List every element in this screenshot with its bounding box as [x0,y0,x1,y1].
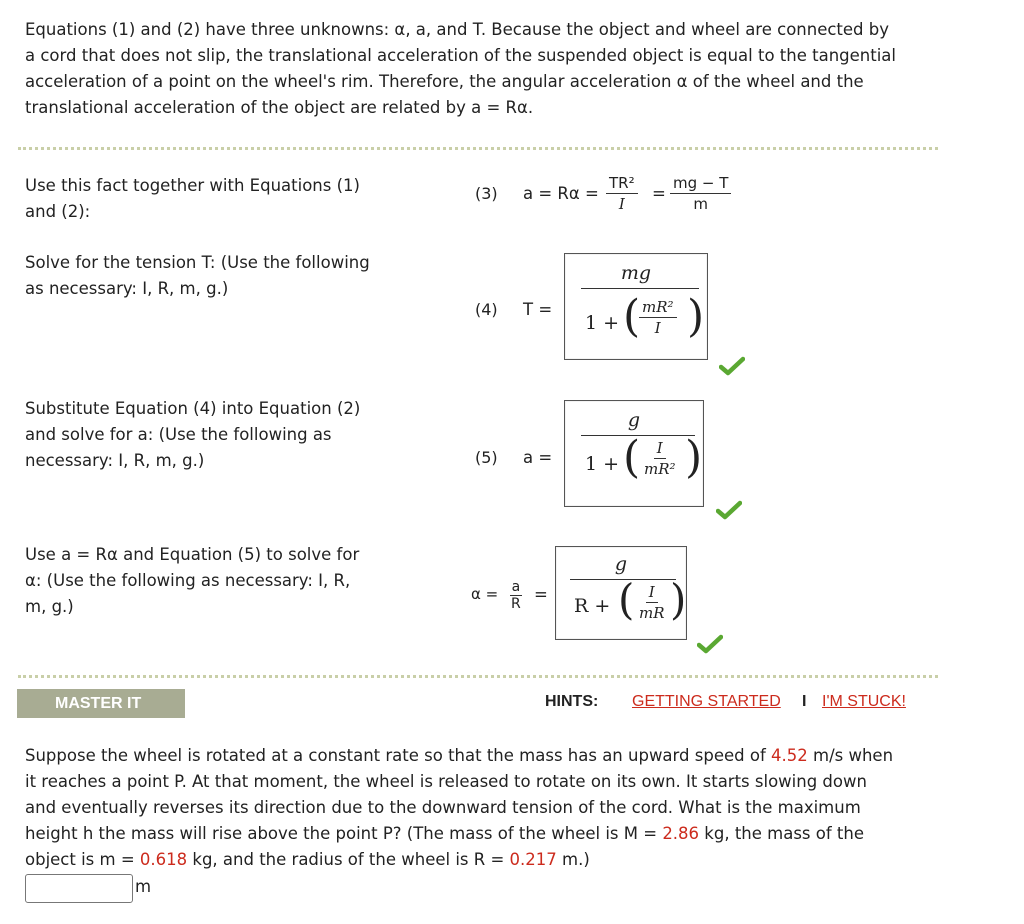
hints-label: HINTS: [545,693,599,710]
prompt-line: Solve for the tension T: (Use the following [25,253,370,272]
problem-line: object is m = 0.618 kg, and the radius of the wheel is R = 0.217 m.) [25,850,590,869]
problem-line: and eventually reverses its direction due to the downward tension of the cord. What is the maximum [25,798,861,817]
right-paren: ) [685,432,703,483]
angular-acceleration-answer-box[interactable] [555,546,687,640]
wheel-mass-value: 2.86 [662,824,700,843]
step6-equals: = [534,585,548,604]
right-paren: ) [670,575,687,624]
acceleration-answer-box[interactable] [564,400,704,507]
height-answer-input[interactable] [25,874,133,903]
step3-fraction-2 [670,174,731,213]
fraction-denominator: I [618,195,625,213]
prompt-line: and (2): [25,202,91,221]
inner-fraction [641,439,679,478]
inner-numerator: mR² [639,298,677,318]
fraction-numerator: TR² [606,174,638,194]
prompt-line: Use a = Rα and Equation (5) to solve for [25,545,360,564]
problem-line: it reaches a point P. At that moment, the wheel is released to rotate on its own. It starts slowing down [25,772,867,791]
prompt-line: Use this fact together with Equations (1) [25,176,360,195]
intro-line: Equations (1) and (2) have three unknowns: α, a, and T. Because the object and wheel are connected by [25,20,890,39]
tension-answer-box[interactable] [564,253,708,360]
step3-lhs: a = Rα = [523,184,599,203]
left-paren: ( [618,575,635,624]
step6-prompt [25,542,359,620]
left-paren: ( [623,291,641,342]
im-stuck-link[interactable]: I'M STUCK! [822,693,906,710]
answer-numerator: mg [620,262,652,284]
check-icon [716,500,742,520]
getting-started-link[interactable]: GETTING STARTED [632,693,781,710]
inner-denominator: mR [639,604,665,622]
inner-fraction [636,583,668,622]
answer-denominator-lead: 1 + [585,312,620,334]
step6-lhs-alpha: α = [471,585,499,603]
prompt-line: necessary: I, R, m, g.) [25,451,205,470]
intro-line: a cord that does not slip, the translational acceleration of the suspended object is equal to the tangential [25,46,897,65]
problem-line: height h the mass will rise above the point P? (The mass of the wheel is M = 2.86 kg, the mass of the [25,824,864,843]
prompt-line: α: (Use the following as necessary: I, R, [25,571,351,590]
intro-line: translational acceleration of the object are related by a = Rα. [25,98,534,117]
object-mass-value: 0.618 [139,850,188,869]
check-icon [697,634,723,654]
speed-value: 4.52 [771,746,808,765]
step6-lhs-fraction [509,579,523,612]
answer-denominator-lead: R + [574,595,611,617]
inner-denominator: I [654,319,661,337]
step3-prompt [25,173,360,225]
prompt-line: and solve for a: (Use the following as [25,425,332,444]
step4-lhs: T = [523,300,553,319]
height-unit: m [135,877,152,896]
fraction-numerator: mg − T [670,174,731,194]
step4-prompt [25,250,370,302]
fraction-denominator: R [511,596,521,612]
fraction-denominator: m [693,195,709,213]
problem-line: Suppose the wheel is rotated at a constant rate so that the mass has an upward speed of 4.52 m/s when [25,746,894,765]
hint-separator: I [802,693,807,710]
answer-denominator-lead: 1 + [585,453,620,475]
step5-prompt [25,396,360,474]
dotted-divider [18,675,938,678]
radius-value: 0.217 [509,850,557,869]
check-icon [719,356,745,376]
equation-number-3: (3) [475,184,498,203]
prompt-line: m, g.) [25,597,74,616]
intro-line: acceleration of a point on the wheel's rim. Therefore, the angular acceleration α of the wheel and the [25,72,864,91]
intro-paragraph [25,17,1005,121]
master-it-header: MASTER IT [17,689,185,718]
inner-fraction [639,298,677,337]
prompt-line: Substitute Equation (4) into Equation (2) [25,399,361,418]
left-paren: ( [623,432,641,483]
fraction-bar [581,288,699,289]
step3-equals: = [652,184,666,203]
step3-fraction-1 [606,174,638,213]
dotted-divider [18,147,938,150]
problem-statement [25,743,1015,873]
equation-number-5: (5) [475,448,498,467]
inner-numerator: I [646,583,658,603]
inner-numerator: I [654,439,666,459]
fraction-numerator: a [511,579,521,595]
inner-denominator: mR² [644,460,676,478]
prompt-line: as necessary: I, R, m, g.) [25,279,229,298]
step5-lhs: a = [523,448,553,467]
right-paren: ) [687,291,705,342]
answer-numerator: g [627,409,641,431]
equation-number-4: (4) [475,300,498,319]
answer-numerator: g [614,553,628,575]
